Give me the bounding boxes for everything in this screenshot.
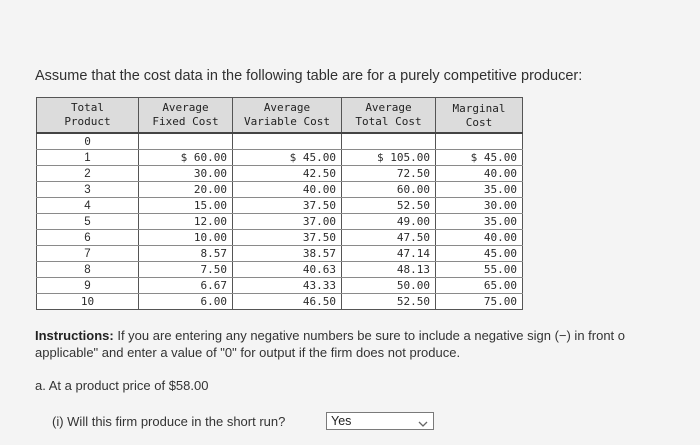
instructions-line1: If you are entering any negative numbers be sure to include a negative sign (−) in front o bbox=[113, 328, 626, 343]
header-average-total-cost: Average Total Cost bbox=[342, 98, 436, 134]
cell-average-total-cost: $ 105.00 bbox=[342, 150, 436, 166]
cell-marginal-cost: 30.00 bbox=[436, 198, 523, 214]
cell-marginal-cost: 35.00 bbox=[436, 214, 523, 230]
cell-total-product: 8 bbox=[37, 262, 139, 278]
cell-average-variable-cost: 43.33 bbox=[233, 278, 342, 294]
table-row bbox=[37, 230, 523, 246]
table-row bbox=[37, 294, 523, 310]
cell-empty bbox=[233, 133, 342, 150]
cell-average-variable-cost: 42.50 bbox=[233, 166, 342, 182]
cell-average-total-cost: 52.50 bbox=[342, 198, 436, 214]
table-header-row bbox=[37, 98, 523, 134]
cell-marginal-cost: 45.00 bbox=[436, 246, 523, 262]
instructions-label: Instructions: bbox=[35, 328, 114, 343]
table-row bbox=[37, 198, 523, 214]
table-row bbox=[37, 150, 523, 166]
header-marginal-cost: Marginal Cost bbox=[436, 98, 523, 134]
table-row bbox=[37, 246, 523, 262]
cell-average-total-cost: 60.00 bbox=[342, 182, 436, 198]
cell-average-fixed-cost: 20.00 bbox=[139, 182, 233, 198]
cell-average-variable-cost: 37.00 bbox=[233, 214, 342, 230]
cell-average-fixed-cost: 6.67 bbox=[139, 278, 233, 294]
table-row bbox=[37, 166, 523, 182]
cell-average-total-cost: 48.13 bbox=[342, 262, 436, 278]
header-average-fixed-cost: Average Fixed Cost bbox=[139, 98, 233, 134]
cell-average-variable-cost: 38.57 bbox=[233, 246, 342, 262]
cell-marginal-cost: 35.00 bbox=[436, 182, 523, 198]
cell-average-fixed-cost: $ 60.00 bbox=[139, 150, 233, 166]
part-a-heading: a. At a product price of $58.00 bbox=[35, 378, 209, 393]
cell-empty bbox=[139, 133, 233, 150]
cell-total-product: 6 bbox=[37, 230, 139, 246]
cell-marginal-cost: $ 45.00 bbox=[436, 150, 523, 166]
table-row bbox=[37, 214, 523, 230]
cell-marginal-cost: 55.00 bbox=[436, 262, 523, 278]
cell-average-fixed-cost: 10.00 bbox=[139, 230, 233, 246]
cell-total-product: 0 bbox=[37, 133, 139, 150]
cell-average-variable-cost: 40.00 bbox=[233, 182, 342, 198]
cost-data-table bbox=[36, 97, 523, 310]
cell-average-variable-cost: 40.63 bbox=[233, 262, 342, 278]
cell-empty bbox=[436, 133, 523, 150]
chevron-down-icon bbox=[418, 416, 428, 432]
cell-average-fixed-cost: 15.00 bbox=[139, 198, 233, 214]
cell-average-fixed-cost: 6.00 bbox=[139, 294, 233, 310]
cell-total-product: 9 bbox=[37, 278, 139, 294]
cell-marginal-cost: 40.00 bbox=[436, 230, 523, 246]
dropdown-selected-value: Yes bbox=[331, 414, 352, 428]
cell-total-product: 3 bbox=[37, 182, 139, 198]
instructions-line2: applicable" and enter a value of "0" for output if the firm does not produce. bbox=[35, 345, 461, 360]
table-row bbox=[37, 182, 523, 198]
cell-average-total-cost: 47.50 bbox=[342, 230, 436, 246]
produce-answer-dropdown[interactable] bbox=[326, 412, 434, 430]
table-row bbox=[37, 262, 523, 278]
cell-empty bbox=[342, 133, 436, 150]
cell-total-product: 2 bbox=[37, 166, 139, 182]
intro-text: Assume that the cost data in the following table are for a purely competitive producer: bbox=[35, 68, 583, 84]
cell-total-product: 1 bbox=[37, 150, 139, 166]
cell-total-product: 5 bbox=[37, 214, 139, 230]
cell-total-product: 4 bbox=[37, 198, 139, 214]
cell-average-variable-cost: 37.50 bbox=[233, 230, 342, 246]
cell-marginal-cost: 75.00 bbox=[436, 294, 523, 310]
cell-average-total-cost: 47.14 bbox=[342, 246, 436, 262]
table-row bbox=[37, 133, 523, 150]
header-total-product: Total Product bbox=[37, 98, 139, 134]
cell-average-variable-cost: $ 45.00 bbox=[233, 150, 342, 166]
cell-marginal-cost: 40.00 bbox=[436, 166, 523, 182]
cell-average-total-cost: 52.50 bbox=[342, 294, 436, 310]
cell-total-product: 7 bbox=[37, 246, 139, 262]
cell-average-total-cost: 72.50 bbox=[342, 166, 436, 182]
header-average-variable-cost: Average Variable Cost bbox=[233, 98, 342, 134]
instructions bbox=[35, 327, 700, 361]
cell-average-fixed-cost: 8.57 bbox=[139, 246, 233, 262]
question-i-label: (i) Will this firm produce in the short run? bbox=[52, 414, 286, 429]
cell-average-fixed-cost: 7.50 bbox=[139, 262, 233, 278]
cell-average-fixed-cost: 30.00 bbox=[139, 166, 233, 182]
cell-marginal-cost: 65.00 bbox=[436, 278, 523, 294]
table-row bbox=[37, 278, 523, 294]
cell-total-product: 10 bbox=[37, 294, 139, 310]
cell-average-fixed-cost: 12.00 bbox=[139, 214, 233, 230]
cell-average-total-cost: 49.00 bbox=[342, 214, 436, 230]
cell-average-total-cost: 50.00 bbox=[342, 278, 436, 294]
cell-average-variable-cost: 37.50 bbox=[233, 198, 342, 214]
cell-average-variable-cost: 46.50 bbox=[233, 294, 342, 310]
